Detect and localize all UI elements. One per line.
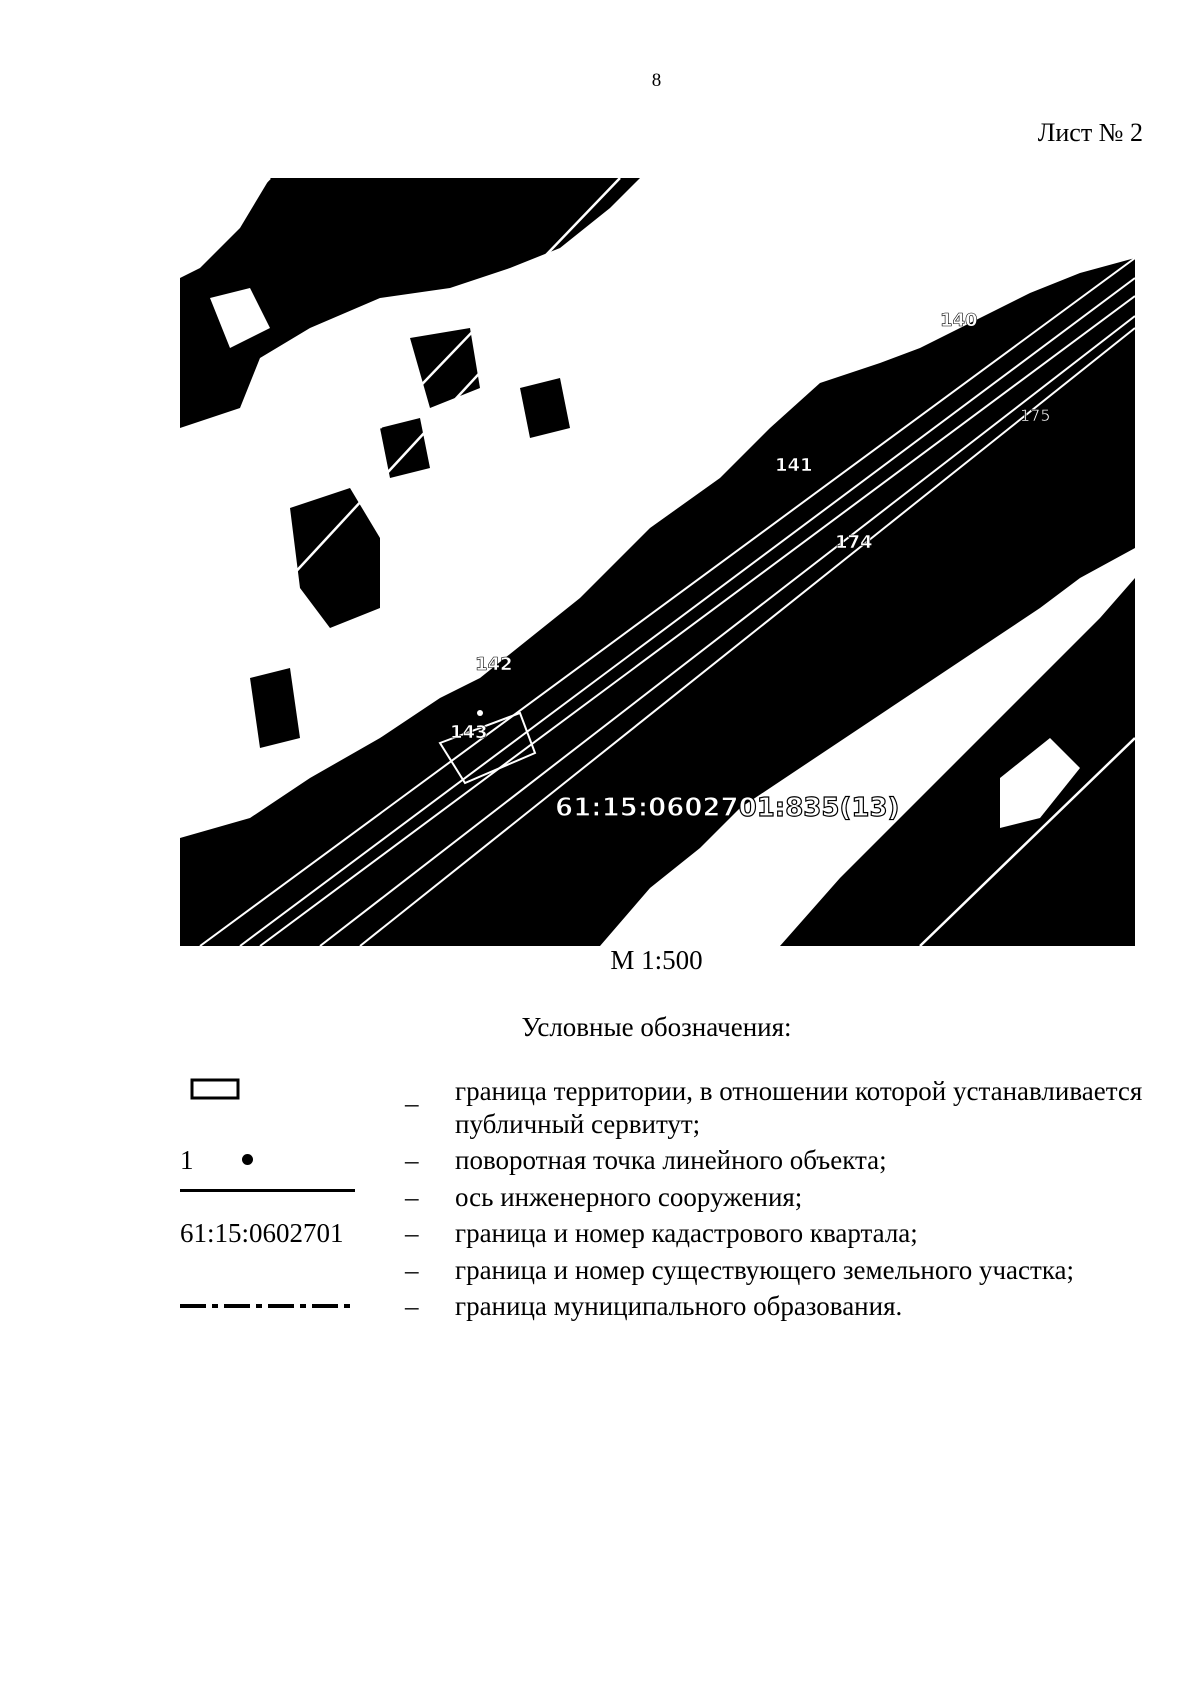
turning-point-marker: [477, 710, 483, 716]
cadastral-quarter-number: 61:15:0602701: [180, 1218, 344, 1248]
page-number: 8: [651, 70, 662, 91]
legend-text: ось инженерного сооружения;: [455, 1182, 803, 1212]
point-label-142: 142: [475, 654, 513, 675]
legend-text: граница и номер существующего земельного участка;: [455, 1255, 1075, 1285]
point-label-174: 174: [835, 532, 873, 553]
legend-text: граница муниципального образования.: [455, 1291, 903, 1321]
turning-point-dot-icon: [242, 1154, 253, 1165]
map-svg: [180, 178, 1135, 946]
point-label-143: 143: [450, 722, 488, 743]
cadastral-parcel-label: 61:15:0602701:835(13): [555, 793, 900, 823]
point-label-175: 175: [1020, 406, 1051, 425]
map-image: [180, 178, 1135, 946]
legend-text: поворотная точка линейного объекта;: [455, 1145, 887, 1175]
legend-dash: –: [405, 1218, 419, 1248]
legend-text: граница территории, в отношении которой устанавливается публичный сервитут;: [455, 1076, 1143, 1139]
turning-point-number: 1: [180, 1145, 194, 1175]
legend-dash: –: [405, 1255, 419, 1285]
point-label-141: 141: [775, 455, 813, 476]
municipal-boundary-line-icon: [180, 1290, 360, 1328]
point-label-140: 140: [940, 310, 978, 331]
sheet-title: Лист № 2: [1037, 118, 1143, 147]
legend-text: граница и номер кадастрового квартала;: [455, 1218, 918, 1248]
map-scale: М 1:500: [610, 945, 703, 975]
legend-dash: –: [405, 1291, 419, 1321]
legend-dash: –: [405, 1145, 419, 1175]
legend-dash: –: [405, 1182, 419, 1212]
legend-title: Условные обозначения:: [521, 1012, 792, 1042]
easement-rectangle-icon: [180, 1075, 360, 1113]
legend-dash: –: [405, 1088, 419, 1118]
legend-symbol: [180, 1144, 360, 1177]
